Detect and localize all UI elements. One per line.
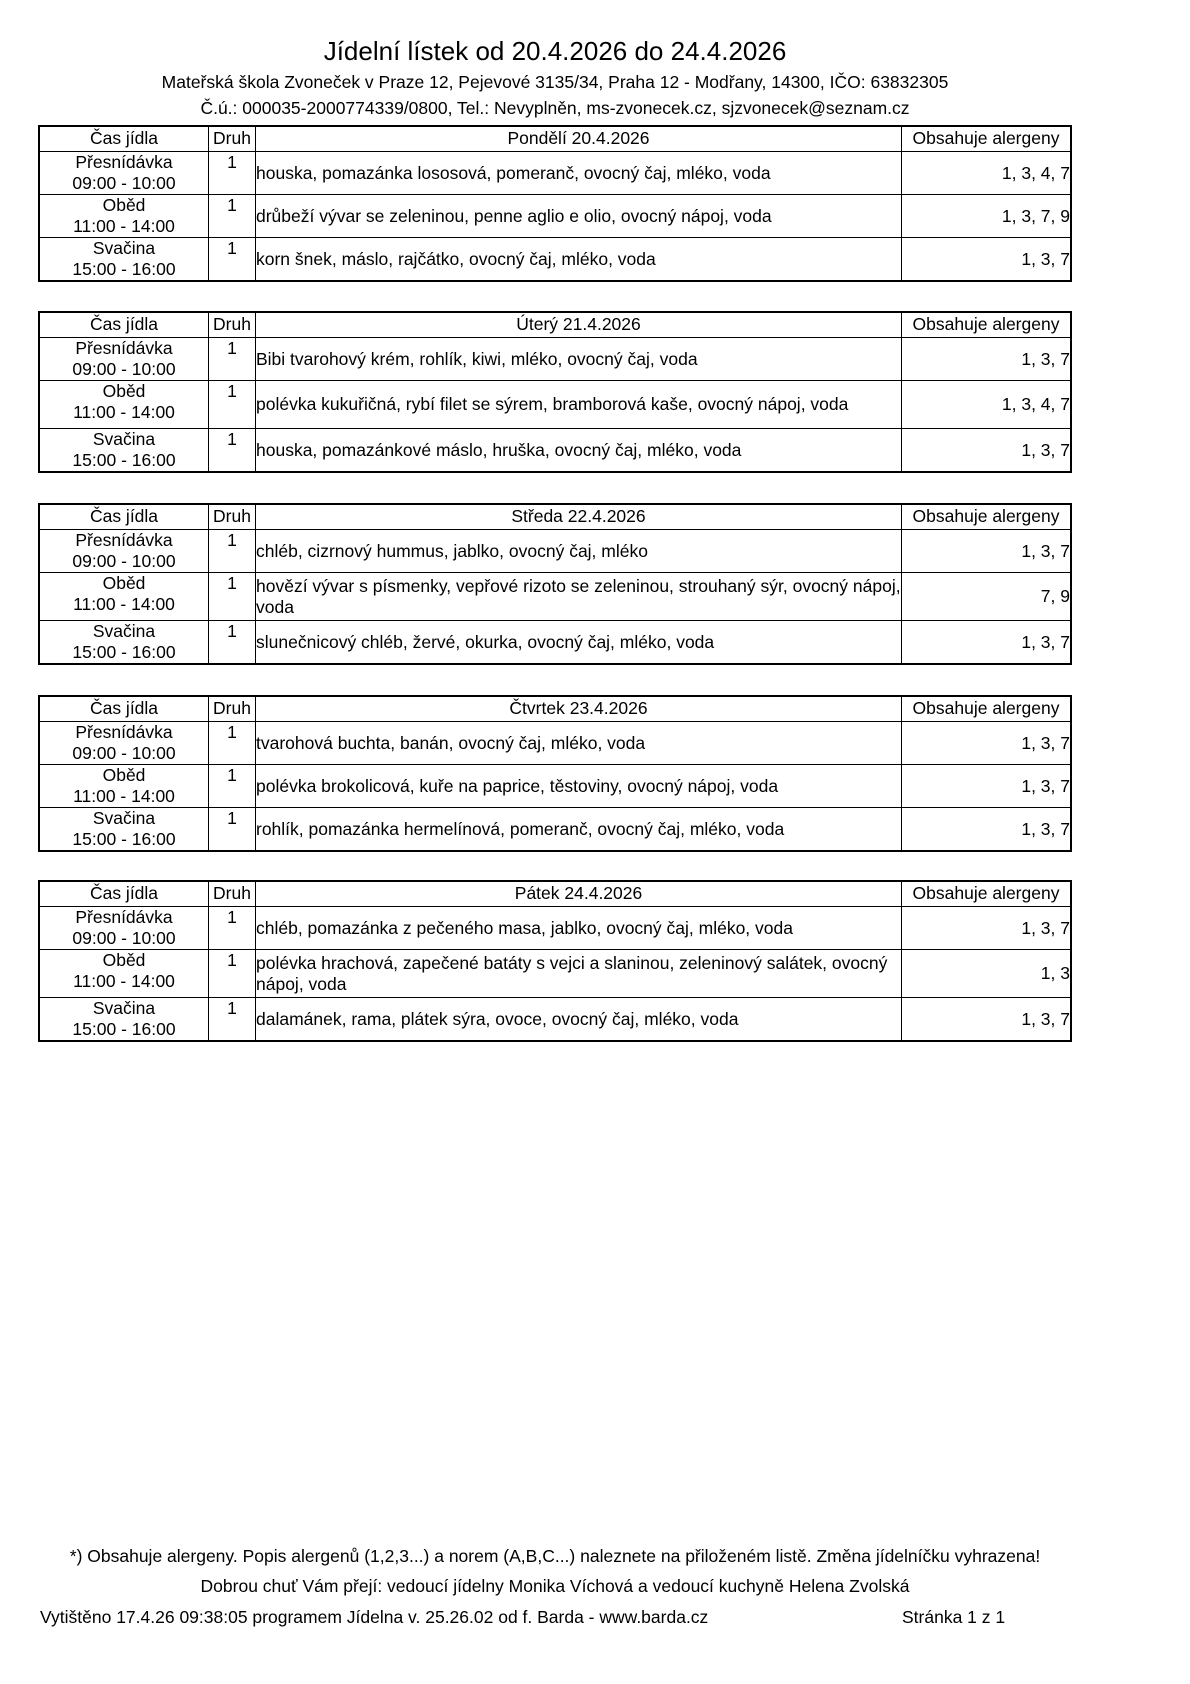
meal-name: Přesnídávka: [75, 722, 173, 742]
meal-time: 09:00 - 10:00: [72, 743, 176, 763]
day-header: Pondělí 20.4.2026: [256, 126, 902, 152]
meal-menu: polévka brokolicová, kuře na paprice, těstoviny, ovocný nápoj, voda: [256, 765, 902, 808]
meal-time: 15:00 - 16:00: [72, 829, 176, 849]
meal-menu: houska, pomazánka lososová, pomeranč, ovocný čaj, mléko, voda: [256, 152, 902, 195]
meal-menu: rohlík, pomazánka hermelínová, pomeranč, ovocný čaj, mléko, voda: [256, 808, 902, 852]
meal-druh: 1: [209, 722, 256, 765]
meal-row: [39, 195, 1071, 238]
table-header-row: [39, 881, 1071, 907]
meal-row: [39, 765, 1071, 808]
allergen-note: *) Obsahuje alergeny. Popis alergenů (1,2,3...) a norem (A,B,C...) naleznete na přiloženém listě. Změna jídelníčku vyhrazena!: [69, 1546, 1041, 1566]
meal-name: Svačina: [92, 621, 156, 641]
meal-allergens: 1, 3, 7: [902, 621, 1072, 665]
day-table: [38, 695, 1072, 852]
meal-name: Svačina: [92, 429, 156, 449]
meal-druh: 1: [209, 238, 256, 282]
meal-row: [39, 381, 1071, 429]
meal-name: Oběd: [102, 195, 146, 215]
meal-row: [39, 722, 1071, 765]
col-header-druh: Druh: [209, 696, 256, 722]
meal-time: 15:00 - 16:00: [72, 259, 176, 279]
meal-row: [39, 530, 1071, 573]
day-header: Úterý 21.4.2026: [256, 312, 902, 338]
meal-row: [39, 152, 1071, 195]
meal-row: [39, 950, 1071, 998]
meal-row: [39, 338, 1071, 381]
meal-time: 11:00 - 14:00: [73, 402, 175, 422]
col-header-druh: Druh: [209, 504, 256, 530]
meal-menu: tvarohová buchta, banán, ovocný čaj, mléko, voda: [256, 722, 902, 765]
page-number: Stránka 1 z 1: [902, 1607, 1006, 1627]
meal-druh: 1: [209, 765, 256, 808]
meal-name: Oběd: [102, 381, 146, 401]
meal-druh: 1: [209, 573, 256, 621]
meal-menu: polévka hrachová, zapečené batáty s vejci a slaninou, zeleninový salátek, ovocný nápoj, voda: [256, 950, 902, 998]
meal-name: Oběd: [102, 573, 146, 593]
meal-menu: polévka kukuřičná, rybí filet se sýrem, bramborová kaše, ovocný nápoj, voda: [256, 381, 902, 429]
meal-druh: 1: [209, 152, 256, 195]
meal-time-cell: [39, 765, 209, 808]
meal-druh: 1: [209, 998, 256, 1042]
col-header-time: Čas jídla: [39, 696, 209, 722]
meal-time-cell: [39, 722, 209, 765]
meal-menu: Bibi tvarohový krém, rohlík, kiwi, mléko, ovocný čaj, voda: [256, 338, 902, 381]
meal-time-cell: [39, 907, 209, 950]
day-header: Středa 22.4.2026: [256, 504, 902, 530]
meal-name: Přesnídávka: [75, 530, 173, 550]
meal-druh: 1: [209, 907, 256, 950]
meal-menu: slunečnicový chléb, žervé, okurka, ovocný čaj, mléko, voda: [256, 621, 902, 665]
meal-name: Svačina: [92, 998, 156, 1018]
meal-menu: chléb, cizrnový hummus, jablko, ovocný čaj, mléko: [256, 530, 902, 573]
meal-time: 11:00 - 14:00: [73, 786, 175, 806]
col-header-allergens: Obsahuje alergeny: [902, 504, 1072, 530]
table-header-row: [39, 696, 1071, 722]
meal-menu: dalamánek, rama, plátek sýra, ovoce, ovocný čaj, mléko, voda: [256, 998, 902, 1042]
col-header-time: Čas jídla: [39, 504, 209, 530]
greeting: Dobrou chuť Vám přejí: vedoucí jídelny Monika Víchová a vedoucí kuchyně Helena Zvolská: [200, 1576, 910, 1596]
meal-time: 11:00 - 14:00: [73, 971, 175, 991]
meal-time-cell: [39, 530, 209, 573]
meal-menu: chléb, pomazánka z pečeného masa, jablko, ovocný čaj, mléko, voda: [256, 907, 902, 950]
meal-time-cell: [39, 998, 209, 1042]
meal-time-cell: [39, 950, 209, 998]
day-header: Pátek 24.4.2026: [256, 881, 902, 907]
meal-allergens: 1, 3, 7: [902, 530, 1072, 573]
meal-row: [39, 998, 1071, 1042]
meal-allergens: 1, 3: [902, 950, 1072, 998]
day-table: [38, 125, 1072, 282]
col-header-time: Čas jídla: [39, 312, 209, 338]
meal-time: 15:00 - 16:00: [72, 1019, 176, 1039]
meal-allergens: 1, 3, 7: [902, 765, 1072, 808]
meal-time-cell: [39, 152, 209, 195]
meal-name: Oběd: [102, 950, 146, 970]
meal-allergens: 1, 3, 7: [902, 722, 1072, 765]
meal-name: Oběd: [102, 765, 146, 785]
meal-time: 11:00 - 14:00: [73, 216, 175, 236]
school-address: Mateřská škola Zvoneček v Praze 12, Pejevové 3135/34, Praha 12 - Modřany, 14300, IČO: 63832305: [161, 72, 949, 92]
meal-time: 11:00 - 14:00: [73, 594, 175, 614]
meal-druh: 1: [209, 195, 256, 238]
meal-time-cell: [39, 238, 209, 282]
day-table: [38, 880, 1072, 1042]
col-header-druh: Druh: [209, 126, 256, 152]
meal-druh: 1: [209, 338, 256, 381]
col-header-time: Čas jídla: [39, 881, 209, 907]
meal-druh: 1: [209, 429, 256, 473]
day-table: [38, 311, 1072, 473]
meal-name: Přesnídávka: [75, 152, 173, 172]
meal-name: Přesnídávka: [75, 907, 173, 927]
col-header-allergens: Obsahuje alergeny: [902, 126, 1072, 152]
meal-allergens: 1, 3, 7: [902, 338, 1072, 381]
meal-allergens: 7, 9: [902, 573, 1072, 621]
table-header-row: [39, 312, 1071, 338]
meal-time: 15:00 - 16:00: [72, 450, 176, 470]
meal-druh: 1: [209, 530, 256, 573]
meal-time-cell: [39, 621, 209, 665]
meal-row: [39, 621, 1071, 665]
meal-name: Svačina: [92, 238, 156, 258]
day-header: Čtvrtek 23.4.2026: [256, 696, 902, 722]
table-header-row: [39, 504, 1071, 530]
table-header-row: [39, 126, 1071, 152]
meal-allergens: 1, 3, 7: [902, 238, 1072, 282]
meal-time-cell: [39, 429, 209, 473]
page-title: Jídelní lístek od 20.4.2026 do 24.4.2026: [323, 36, 787, 66]
meal-druh: 1: [209, 950, 256, 998]
meal-time: 09:00 - 10:00: [72, 173, 176, 193]
meal-druh: 1: [209, 381, 256, 429]
meal-menu: korn šnek, máslo, rajčátko, ovocný čaj, mléko, voda: [256, 238, 902, 282]
meal-time: 09:00 - 10:00: [72, 551, 176, 571]
meal-time: 15:00 - 16:00: [72, 642, 176, 662]
meal-time-cell: [39, 381, 209, 429]
meal-allergens: 1, 3, 7: [902, 998, 1072, 1042]
day-table: [38, 503, 1072, 665]
col-header-time: Čas jídla: [39, 126, 209, 152]
col-header-allergens: Obsahuje alergeny: [902, 696, 1072, 722]
meal-time-cell: [39, 808, 209, 852]
col-header-allergens: Obsahuje alergeny: [902, 881, 1072, 907]
col-header-druh: Druh: [209, 881, 256, 907]
meal-row: [39, 907, 1071, 950]
meal-time-cell: [39, 573, 209, 621]
meal-menu: hovězí vývar s písmenky, vepřové rizoto se zeleninou, strouhaný sýr, ovocný nápoj, voda: [256, 573, 902, 621]
meal-row: [39, 573, 1071, 621]
meal-name: Svačina: [92, 808, 156, 828]
col-header-allergens: Obsahuje alergeny: [902, 312, 1072, 338]
meal-row: [39, 429, 1071, 473]
meal-name: Přesnídávka: [75, 338, 173, 358]
col-header-druh: Druh: [209, 312, 256, 338]
meal-row: [39, 808, 1071, 852]
meal-druh: 1: [209, 621, 256, 665]
printed-info: Vytištěno 17.4.26 09:38:05 programem Jídelna v. 25.26.02 od f. Barda - www.barda.cz: [40, 1607, 709, 1627]
meal-allergens: 1, 3, 7: [902, 907, 1072, 950]
meal-time: 09:00 - 10:00: [72, 928, 176, 948]
meal-allergens: 1, 3, 7: [902, 808, 1072, 852]
meal-time-cell: [39, 195, 209, 238]
school-contact: Č.ú.: 000035-2000774339/0800, Tel.: Nevyplněn, ms-zvonecek.cz, sjzvonecek@seznam.cz: [200, 98, 910, 118]
meal-menu: drůbeží vývar se zeleninou, penne aglio e olio, ovocný nápoj, voda: [256, 195, 902, 238]
meal-allergens: 1, 3, 4, 7: [902, 381, 1072, 429]
meal-time-cell: [39, 338, 209, 381]
meal-allergens: 1, 3, 4, 7: [902, 152, 1072, 195]
meal-druh: 1: [209, 808, 256, 852]
meal-allergens: 1, 3, 7: [902, 429, 1072, 473]
meal-menu: houska, pomazánkové máslo, hruška, ovocný čaj, mléko, voda: [256, 429, 902, 473]
meal-allergens: 1, 3, 7, 9: [902, 195, 1072, 238]
meal-time: 09:00 - 10:00: [72, 359, 176, 379]
meal-row: [39, 238, 1071, 282]
